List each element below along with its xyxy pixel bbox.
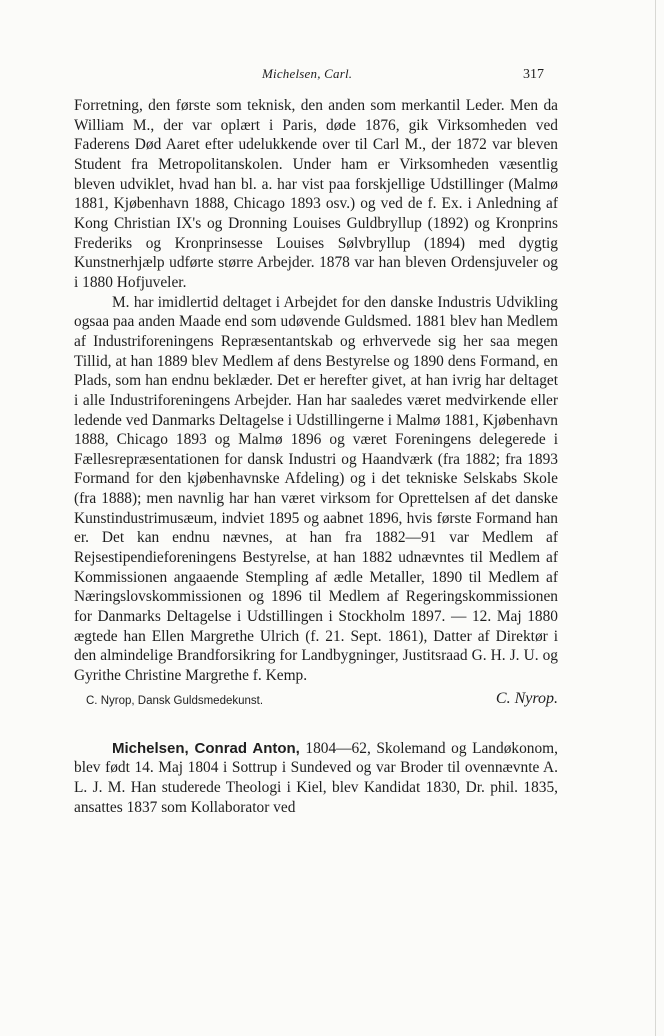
- page-number: 317: [523, 67, 544, 82]
- page-body: [74, 96, 558, 817]
- running-head: Michelsen, Carl.: [262, 66, 353, 81]
- author-signature: C. Nyrop.: [495, 689, 558, 707]
- page-header: [0, 66, 664, 86]
- source-reference: C. Nyrop, Dansk Guldsmedekunst.: [86, 694, 264, 707]
- entry-footer: [74, 689, 558, 717]
- paragraph-carl-1: Forretning, den første som teknisk, den anden som merkantil Leder. Men da William M., der var oplært i Paris, døde 1876, gik Virksomheden ved Faderens Død Aaret efter udelukkende over til Carl M., der 1872 var bleven Student fra Metropolitanskolen. Under ham er Virksomheden væsentlig bleven udviklet, hvad han bl. a. har vist paa forskjellige Udstillinger (Malmø 1881, Kjøbenhavn 1888, Chicago 1893 osv.) og ved de f. Ex. i Anledning af Kong Christian IX's og Dronning Louises Guldbryllup (1892) og Kronprins Frederiks og Kronprinsesse Louises Sølvbryllup (1894) med dygtig Kunstnerhjælp udførte større Arbejder. 1878 var han bleven Ordensjuveler og i 1880 Hofjuveler.: [74, 97, 558, 291]
- entry-title-conrad: Michelsen, Conrad Anton,: [112, 739, 300, 757]
- paragraph-conrad: [74, 739, 558, 818]
- page-edge: [655, 0, 656, 1036]
- entry-text-conrad: 1804—62, Skolemand og Landøkonom, blev født 14. Maj 1804 i Sottrup i Sundeved og var Broder til ovennævnte A. L. J. M. Han studerede Theologi i Kiel, blev Kandidat 1830, Dr. phil. 1835, ansattes 1837 som Kollaborator ved: [74, 739, 558, 816]
- paragraph-carl-2: M. har imidlertid deltaget i Arbejdet for den danske Industris Udvikling ogsaa paa anden Maade end som udøvende Guldsmed. 1881 blev han Medlem af Industriforeningens Repræsentantskab og erhvervede sig her saa megen Tillid, at han 1889 blev Medlem af dens Bestyrelse og 1890 dens Formand, en Plads, som han endnu beklæder. Det er herefter givet, at han ivrig har deltaget i alle Industriforeningens Arbejder. Han har saaledes været medvirkende eller ledende ved Danmarks Deltagelse i Udstillingerne i Malmø 1881, Kjøbenhavn 1888, Chicago 1893 og Malmø 1896 og været Foreningens delegerede i Fællesrepræsentationen for dansk Industri og Haandværk (fra 1882; fra 1893 Formand for den kjøbenhavnske Afdeling) og i det tekniske Selskabs Skole (fra 1888); men navnlig har han været virksom for Oprettelsen af det danske Kunstindustrimusæum, indviet 1895 og aabnet 1896, hvis første Formand han er. Det kan endnu nævnes, at han fra 1882—91 var Medlem af Rejsestipendieforeningens Bestyrelse, at han 1882 udnævntes til Medlem af Kommissionen angaaende Stempling af ædle Metaller, 1890 til Medlem af Næringslovskommissionen og 1896 til Medlem af Regeringskommissionen for Danmarks Deltagelse i Udstillingen i Stockholm 1897. — 12. Maj 1880 ægtede han Ellen Margrethe Ulrich (f. 21. Sept. 1861), Datter af Direktør i den almindelige Brandforsikring for Landbygninger, Justitsraad G. H. J. U. og Gyrithe Christine Margrethe f. Kemp.: [74, 293, 558, 685]
